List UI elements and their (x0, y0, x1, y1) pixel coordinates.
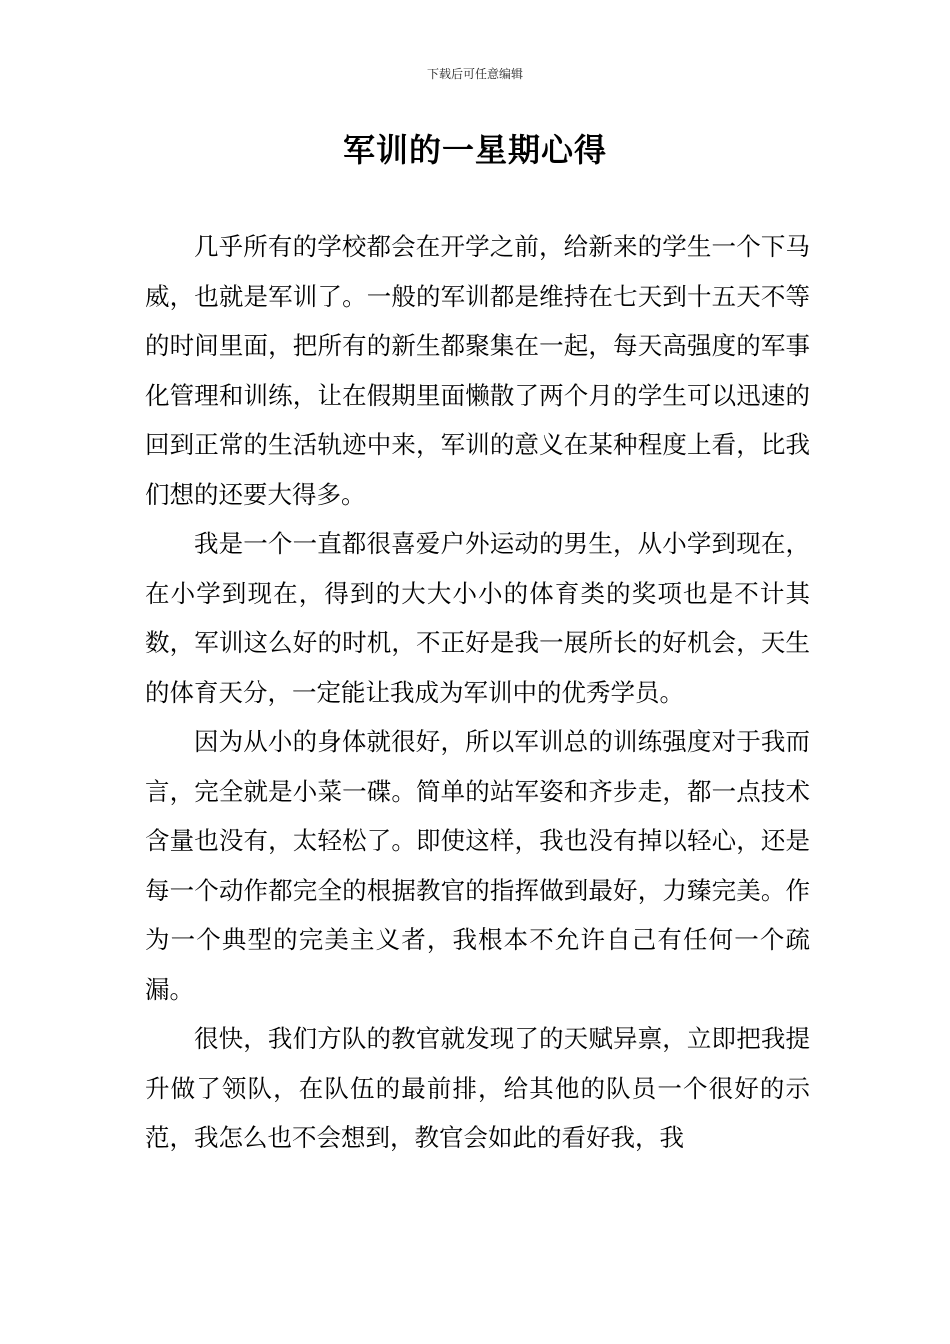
paragraph-2: 我是一个一直都很喜爱户外运动的男生，从小学到现在，在小学到现在，得到的大大小小的体育类的奖项也是不计其数，军训这么好的时机，不正好是我一展所长的好机会，天生的体育天分，一定能让我成为军训中的优秀学员。 (145, 529, 810, 707)
document-title: 军训的一星期心得 (342, 131, 607, 169)
document-body (145, 222, 810, 1163)
paragraph-4: 很快，我们方队的教官就发现了的天赋异禀，立即把我提升做了领队，在队伍的最前排，给其他的队员一个很好的示范，我怎么也不会想到，教官会如此的看好我，我 (145, 1024, 810, 1152)
header-note: 下载后可任意编辑 (426, 67, 523, 81)
paragraph-3: 因为从小的身体就很好，所以军训总的训练强度对于我而言，完全就是小菜一碟。简单的站军姿和齐步走，都一点技术含量也没有，太轻松了。即使这样，我也没有掉以轻心，还是每一个动作都完全的根据教官的指挥做到最好，力臻完美。作为一个典型的完美主义者，我根本不允许自己有任何一个疏漏。 (145, 727, 810, 1004)
paragraph-1: 几乎所有的学校都会在开学之前，给新来的学生一个下马威，也就是军训了。一般的军训都是维持在七天到十五天不等的时间里面，把所有的新生都聚集在一起，每天高强度的军事化管理和训练，让在假期里面懒散了两个月的学生可以迅速的回到正常的生活轨迹中来，军训的意义在某种程度上看，比我们想的还要大得多。 (145, 232, 810, 509)
